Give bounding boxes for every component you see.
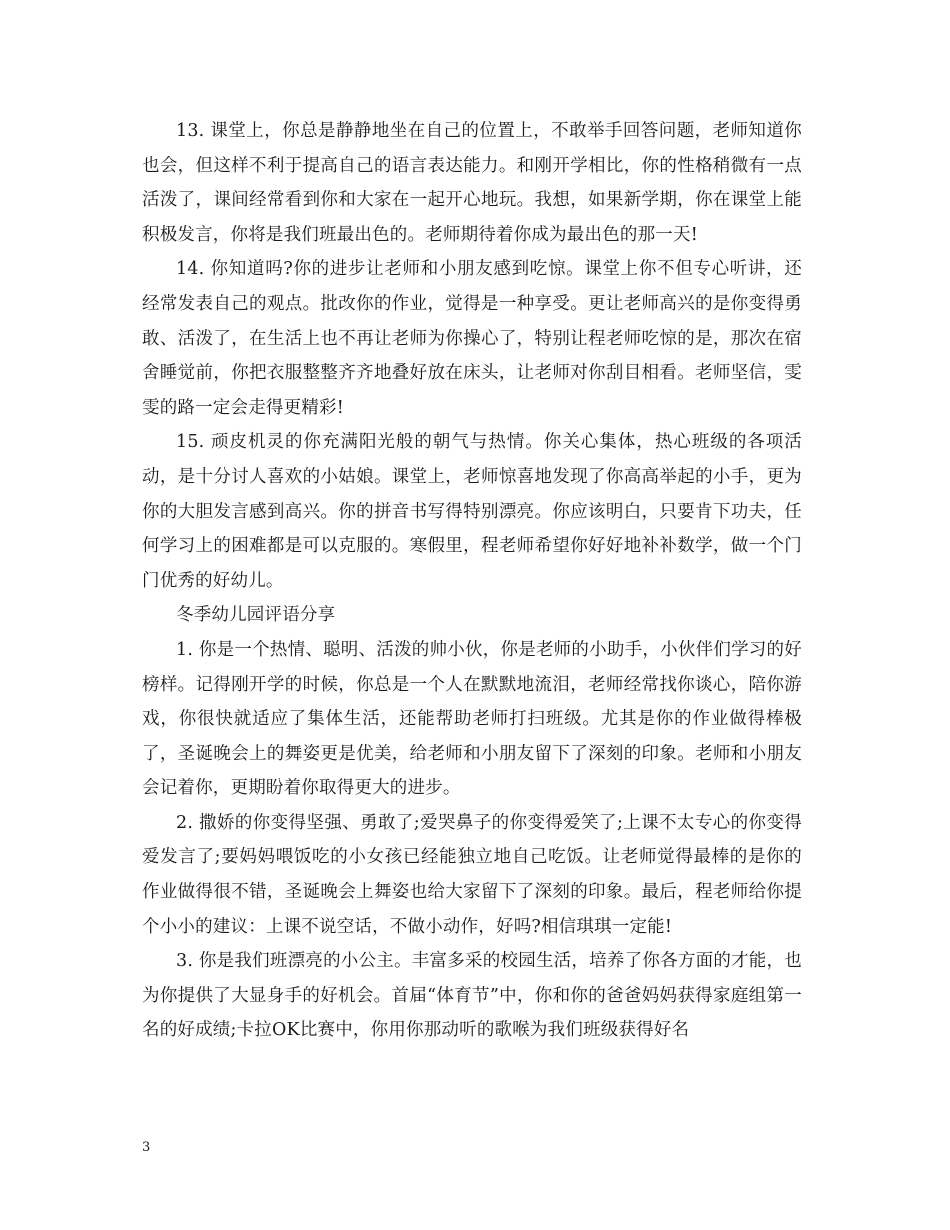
paragraph-comment-3: 3. 你是我们班漂亮的小公主。丰富多采的校园生活，培养了你各方面的才能，也为你提供了大显身手的好机会。首届“体育节”中，你和你的爸爸妈妈获得家庭组第一名的好成绩;卡拉OK比赛中，你用你那动听的歌喉为我们班级获得好名 xyxy=(142,951,802,1041)
page-number: 3 xyxy=(142,1140,151,1155)
paragraph-comment-1: 1. 你是一个热情、聪明、活泼的帅小伙，你是老师的小助手，小伙伴们学习的好榜样。记得刚开学的时候，你总是一个人在默默地流泪，老师经常找你谈心，陪你游戏，你很快就适应了集体生活，还能帮助老师打扫班级。尤其是你的作业做得棒极了，圣诞晚会上的舞姿更是优美，给老师和小朋友留下了深刻的印象。老师和小朋友会记着你，更期盼着你取得更大的进步。 xyxy=(142,639,802,799)
paragraph-comment-13: 13. 课堂上，你总是静静地坐在自己的位置上，不敢举手回答问题，老师知道你也会，但这样不利于提高自己的语言表达能力。和刚开学相比，你的性格稍微有一点活泼了，课间经常看到你和大家在一起开心地玩。我想，如果新学期，你在课堂上能积极发言，你将是我们班最出色的。老师期待着你成为最出色的那一天! xyxy=(142,121,802,245)
section-heading: 冬季幼儿园评语分享 xyxy=(176,605,336,626)
paragraph-comment-15: 15. 顽皮机灵的你充满阳光般的朝气与热情。你关心集体，热心班级的各项活动，是十分讨人喜欢的小姑娘。课堂上，老师惊喜地发现了你高高举起的小手，更为你的大胆发言感到高兴。你的拼音书写得特别漂亮。你应该明白，只要肯下功夫，任何学习上的困难都是可以克服的。寒假里，程老师希望你好好地补补数学，做一个门门优秀的好幼儿。 xyxy=(142,432,802,591)
paragraph-comment-2: 2. 撒娇的你变得坚强、勇敢了;爱哭鼻子的你变得爱笑了;上课不太专心的你变得爱发言了;要妈妈喂饭吃的小女孩已经能独立地自己吃饭。让老师觉得最棒的是你的作业做得很不错，圣诞晚会上舞姿也给大家留下了深刻的印象。最后，程老师给你提个小小的建议：上课不说空话，不做小动作，好吗?相信琪琪一定能! xyxy=(142,812,802,937)
paragraph-comment-14: 14. 你知道吗?你的进步让老师和小朋友感到吃惊。课堂上你不但专心听讲，还经常发表自己的观点。批改你的作业，觉得是一种享受。更让老师高兴的是你变得勇敢、活泼了，在生活上也不再让老师为你操心了，特别让程老师吃惊的是，那次在宿舍睡觉前，你把衣服整整齐齐地叠好放在床头，让老师对你刮目相看。老师坚信，雯雯的路一定会走得更精彩! xyxy=(142,259,802,418)
document-body xyxy=(142,114,802,1048)
